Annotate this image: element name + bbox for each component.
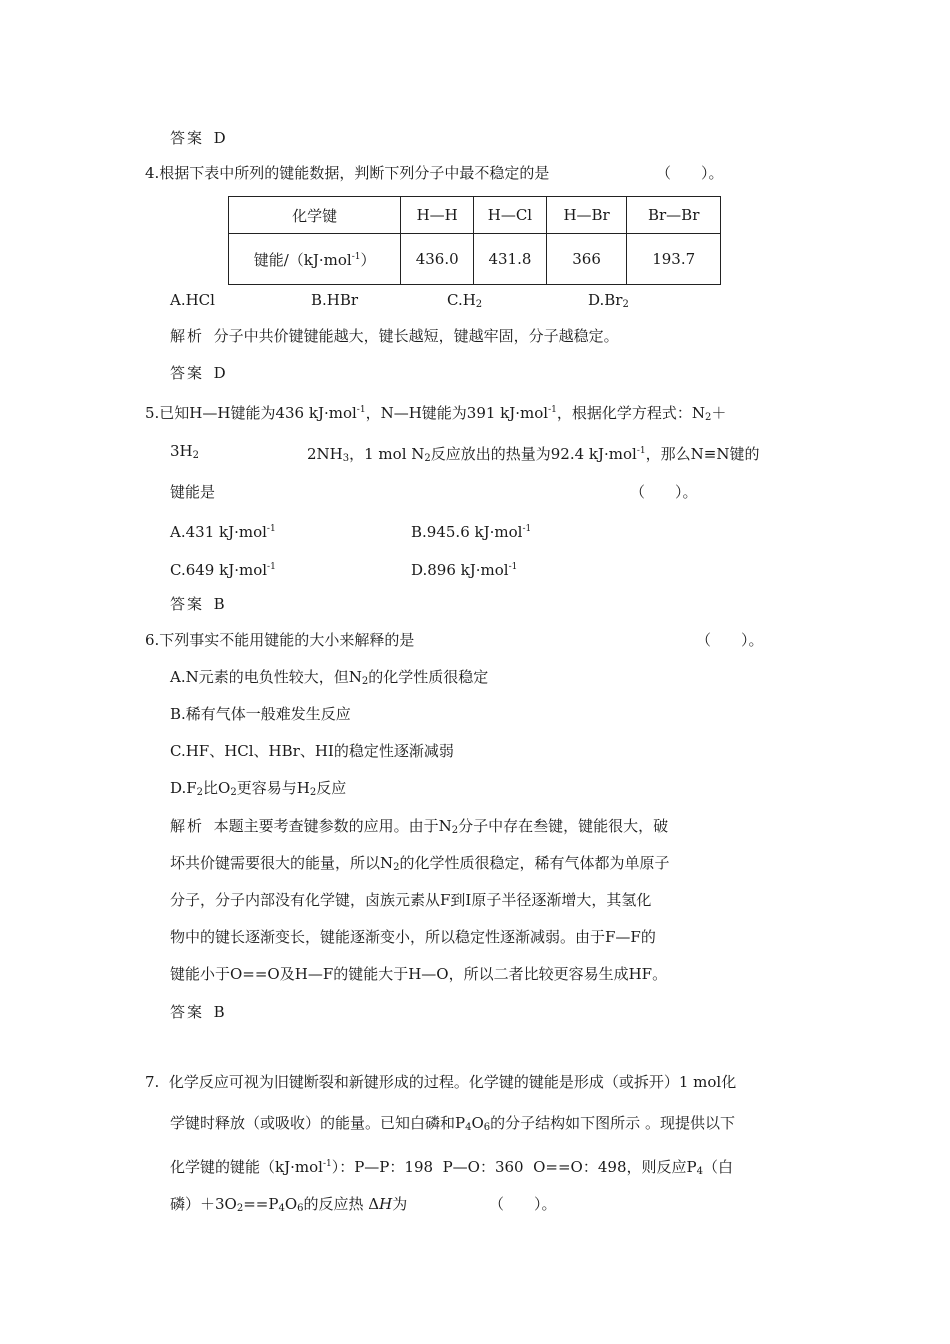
option-text: 反应 [316,779,347,797]
text: 的反应热 Δ [303,1195,380,1213]
q6-option-d [170,778,346,803]
superscript: -1 [522,524,532,534]
option-text: A.N元素的电负性较大，但N [170,668,362,686]
text: 分子中存在叁键，键能很大，破 [458,817,669,835]
q5-option-d [411,557,517,580]
text: （白 [702,1158,733,1176]
q4-option-a: A.HCl [170,291,215,309]
option-text: A.431 kJ·mol [170,523,267,541]
superscript: -1 [267,562,276,572]
superscript: -1 [636,446,646,456]
text: 为 [392,1195,408,1213]
table-cell: Br—Br [627,197,721,234]
text: 2NH [307,445,343,463]
text: 反应放出的热量为92.4 kJ·mol [430,445,637,463]
subscript: 4 [696,1166,703,1177]
superscript: -1 [322,1159,332,1169]
text: 的化学性质很稳定，稀有气体都为单原子 [399,854,670,872]
text: ）：P—P：198 P—O：360 O==O：498，则反应P [331,1158,697,1176]
q6-option-c: C.HF、HCl、HBr、HI的稳定性逐渐减弱 [170,742,454,760]
subscript: 4 [278,1203,285,1214]
answer-label: 答案 [170,595,205,613]
option-text: 的化学性质很稳定 [368,668,489,686]
text: 5.已知H—H键能为436 kJ·mol [145,404,357,422]
table-cell: H—H [401,197,474,234]
q5-answer [170,594,225,614]
q5-line-2-left [170,441,199,466]
q5-option-b [411,519,531,542]
q5-option-a [170,519,276,542]
table-cell: 436.0 [401,234,474,285]
subscript: 2 [451,825,459,836]
q6-option-a [170,667,488,692]
table-row [229,197,721,234]
q6-stem: 6.下列事实不能用键能的大小来解释的是 [145,631,415,649]
energy-label-end: ） [360,250,376,269]
text: ＋ [711,404,727,422]
q7-line-2 [170,1113,735,1138]
answer-label: 答案 [170,1003,205,1021]
text: O [284,1195,298,1213]
q6-analysis-line-2 [170,853,670,878]
text: H [379,1195,393,1213]
bond-energy-table [228,196,721,285]
table-cell: 366 [546,234,627,285]
text: 3H [170,442,193,460]
text: 坏共价键需要很大的能量，所以N [170,854,394,872]
text: ==P [243,1195,279,1213]
table-cell: H—Br [546,197,627,234]
answer-value: D [213,129,226,147]
subscript: 2 [705,412,712,423]
superscript: -1 [548,405,557,415]
text: ，那么N≡N键的 [645,445,760,463]
answer-label: 答案 [170,129,205,147]
answer-label: 答案 [170,364,205,382]
option-text: C.649 kJ·mol [170,561,268,579]
answer-value: B [213,1003,225,1021]
option-text: D.896 kJ·mol [411,561,509,579]
q4-answer [170,363,226,383]
option-text: D.Br [588,291,623,309]
table-cell: 193.7 [627,234,721,285]
subscript: 2 [622,299,629,310]
q6-option-b: B.稀有气体一般难发生反应 [170,705,351,723]
q7-line-4 [170,1194,407,1219]
table-row [229,234,721,285]
q4-option-b: B.HBr [311,291,359,309]
superscript: -1 [508,562,518,572]
q7-line-3 [170,1154,733,1182]
answer-value: B [213,595,225,613]
q6-bracket: （ ）。 [696,631,764,649]
option-text: 比O [203,779,231,797]
q6-answer [170,1002,225,1022]
q7-bracket: （ ）。 [489,1195,557,1213]
subscript: 2 [361,676,369,687]
subscript: 4 [465,1122,472,1133]
subscript: 6 [483,1122,491,1133]
text: 学键时释放（或吸收）的能量。已知白磷和P [170,1114,466,1132]
q4-stem [145,163,549,183]
table-header-bond: 化学键 [229,197,401,234]
text: 化学键的键能（kJ·mol [170,1158,323,1176]
text: 磷）＋3O [170,1195,237,1213]
subscript: 2 [393,862,400,873]
q6-analysis-line-1 [170,816,668,841]
superscript: -1 [356,405,366,415]
subscript: 2 [424,453,431,464]
q4-option-c [447,290,482,315]
subscript: 2 [196,787,204,798]
text: O [471,1114,484,1132]
q5-line-2 [307,441,759,469]
q5-bracket: （ ）。 [630,483,698,501]
analysis-label: 解析 [170,327,205,345]
text: 的分子结构如下图所示 。现提供以下 [490,1114,735,1132]
analysis-label: 解析 [170,817,205,835]
option-text: 更容易与H [236,779,310,797]
q6-analysis-line-4: 物中的键长逐渐变长，键能逐渐变小，所以稳定性逐渐减弱。由于F—F的 [170,928,656,946]
q4-stem-text: 4.根据下表中所列的键能数据，判断下列分子中最不稳定的是 [145,164,550,182]
q4-option-d [588,290,629,315]
table-cell: H—Cl [474,197,547,234]
subscript: 6 [297,1203,304,1214]
q6-analysis-line-3: 分子，分子内部没有化学键，卤族元素从F到I原子半径逐渐增大，其氢化 [170,891,652,909]
q3-answer [170,128,226,148]
superscript: -1 [266,524,276,534]
subscript: 2 [192,450,199,461]
text: 本题主要考查键参数的应用。由于N [213,817,452,835]
energy-label: 键能/（kJ·mol [253,250,352,269]
subscript: 2 [236,1203,244,1214]
table-cell: 431.8 [474,234,547,285]
option-text: D.F [170,779,197,797]
q5-line-3: 键能是 [170,483,216,501]
text: ，N—H键能为391 kJ·mol [365,404,549,422]
q4-bracket: （ ）。 [656,164,724,182]
answer-value: D [213,364,226,382]
table-header-energy [229,234,401,285]
subscript: 2 [309,787,317,798]
text: ，1 mol N [349,445,425,463]
option-text: C.H [447,291,476,309]
analysis-text: 分子中共价键键能越大，键长越短，键越牢固，分子越稳定。 [213,327,619,345]
subscript: 2 [475,299,483,310]
q4-analysis [170,326,619,346]
superscript: -1 [351,251,361,262]
q5-line-1 [145,400,726,428]
option-text: B.945.6 kJ·mol [411,523,523,541]
q5-option-c [170,557,276,580]
text: ，根据化学方程式：N [556,404,706,422]
subscript: 2 [230,787,237,798]
q6-analysis-line-5: 键能小于O==O及H—F的键能大于H—O，所以二者比较更容易生成HF。 [170,965,668,983]
subscript: 3 [342,453,350,464]
q7-line-1: 7. 化学反应可视为旧键断裂和新键形成的过程。化学键的键能是形成（或拆开）1 mol化 [145,1073,737,1091]
